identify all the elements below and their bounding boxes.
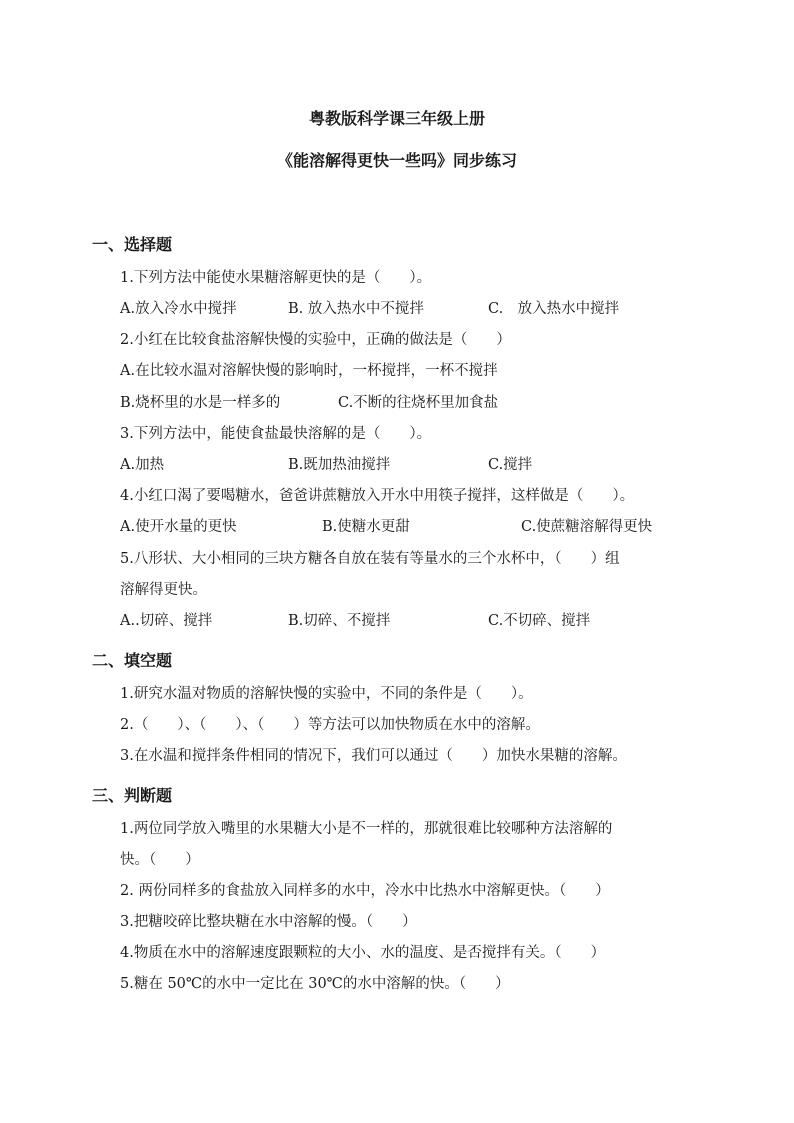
choice-question-1: 1.下列方法中能使水果糖溶解更快的是（ ）。 <box>120 270 432 286</box>
section-heading-fill: 二、填空题 <box>92 651 173 670</box>
document-title: 粤教版科学课三年级上册 <box>308 109 485 128</box>
judge-question-4: 4.物质在水中的溶解速度跟颗粒的大小、水的温度、是否搅拌有关。（ ） <box>120 945 606 961</box>
choice-q5-option-b: B.切碎、不搅拌 <box>288 613 391 629</box>
judge-question-5: 5.糖在 50℃的水中一定比在 30℃的水中溶解的快。（ ） <box>120 976 510 992</box>
choice-q2-option-b: B.烧杯里的水是一样多的 <box>120 395 281 411</box>
choice-q2-option-c: C.不断的往烧杯里加食盐 <box>338 395 499 411</box>
choice-q5-option-a: A..切碎、搅拌 <box>120 613 213 629</box>
choice-q1-option-a: A.放入冷水中搅拌 <box>120 301 237 317</box>
choice-question-5-line-2: 溶解得更快。 <box>120 582 207 598</box>
section-heading-judge: 三、判断题 <box>92 786 173 805</box>
choice-q5-option-c: C.不切碎、搅拌 <box>488 613 591 629</box>
fill-question-1: 1.研究水温对物质的溶解快慢的实验中，不同的条件是（ ）。 <box>120 686 533 702</box>
fill-question-2: 2.（ ）、（ ）、（ ）等方法可以加快物质在水中的溶解。 <box>120 717 540 733</box>
choice-q2-option-a: A.在比较水温对溶解快慢的影响时，一杯搅拌，一杯不搅拌 <box>120 363 498 379</box>
choice-q4-option-c: C.使蔗糖溶解得更快 <box>521 519 653 535</box>
choice-question-4: 4.小红口渴了要喝糖水，爸爸讲蔗糖放入开水中用筷子搅拌，这样做是（ ）。 <box>120 488 635 504</box>
choice-question-5-line-1: 5.八形状、大小相同的三块方糖各自放在装有等量水的三个水杯中，（ ）组 <box>120 551 620 567</box>
choice-q3-option-c: C.搅拌 <box>488 457 533 473</box>
fill-question-3: 3.在水温和搅拌条件相同的情况下，我们可以通过（ ）加快水果糖的溶解。 <box>120 748 627 764</box>
choice-q3-option-a: A.加热 <box>120 457 165 473</box>
judge-question-3: 3.把糖咬碎比整块糖在水中溶解的慢。（ ） <box>120 914 417 930</box>
choice-q4-option-a: A.使开水量的更快 <box>120 519 237 535</box>
choice-q3-option-b: B.既加热油搅拌 <box>288 457 391 473</box>
document-subtitle: 《能溶解得更快一些吗》同步练习 <box>276 151 517 170</box>
choice-q1-option-b: B. 放入热水中不搅拌 <box>288 301 424 317</box>
judge-question-1-line-2: 快。（ ） <box>120 852 200 868</box>
section-heading-choice: 一、选择题 <box>92 235 173 254</box>
judge-question-2: 2. 两份同样多的食盐放入同样多的水中，冷水中比热水中溶解更快。（ ） <box>120 883 610 899</box>
judge-question-1-line-1: 1.两位同学放入嘴里的水果糖大小是不一样的，那就很难比较哪种方法溶解的 <box>120 821 613 837</box>
choice-question-3: 3.下列方法中，能使食盐最快溶解的是（ ）。 <box>120 426 432 442</box>
choice-q1-option-c: C. 放入热水中搅拌 <box>488 301 620 317</box>
choice-question-2: 2.小红在比较食盐溶解快慢的实验中，正确的做法是（ ） <box>120 332 511 348</box>
choice-q4-option-b: B.使糖水更甜 <box>322 519 410 535</box>
